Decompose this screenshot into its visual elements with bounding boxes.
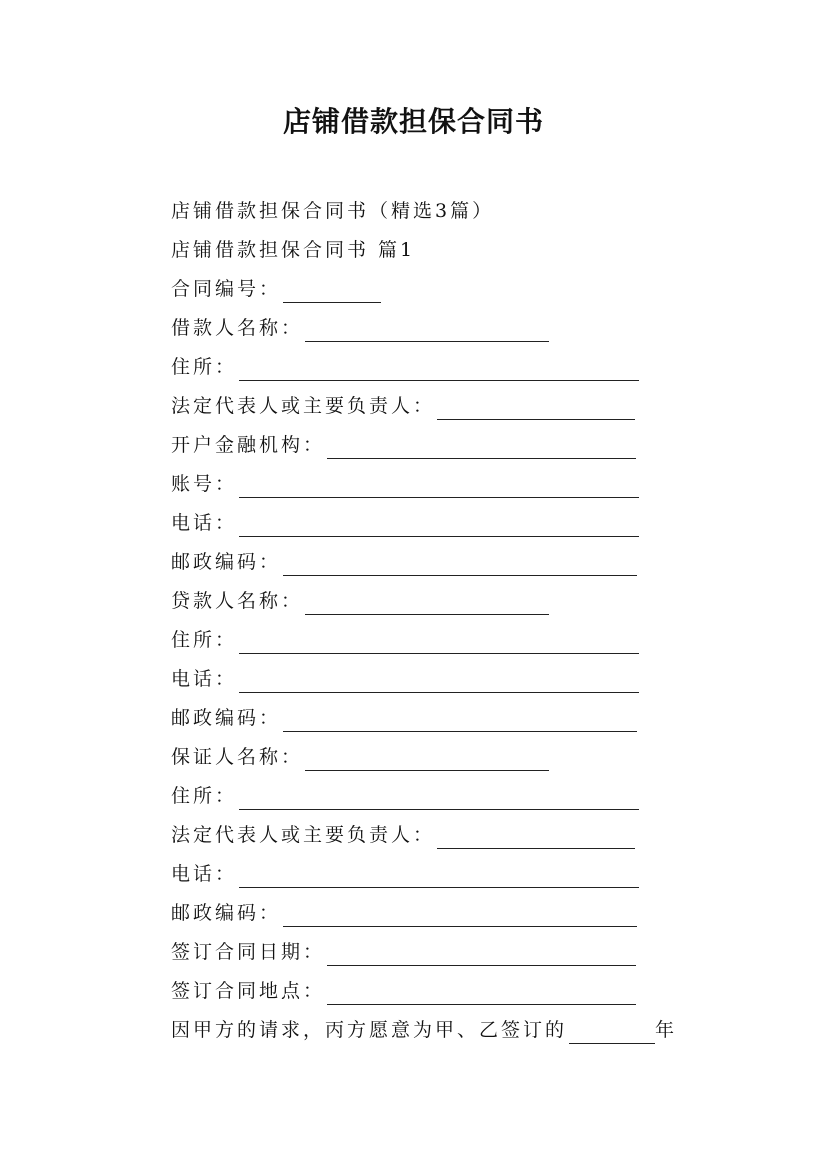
- field-label: 住所：: [171, 356, 238, 378]
- section-heading: 店铺借款担保合同书 篇1: [171, 239, 416, 261]
- blank-line: [283, 711, 637, 732]
- blank-line: [327, 984, 636, 1005]
- blank-line: [239, 477, 639, 498]
- subtitle-line: [171, 192, 771, 231]
- field-label: 签订合同日期：: [171, 941, 326, 963]
- field-label: 住所：: [171, 785, 238, 807]
- field-borrower-account: [171, 465, 771, 504]
- field-label: 账号：: [171, 473, 238, 495]
- field-label: 邮政编码：: [171, 902, 282, 924]
- field-lender-postcode: [171, 699, 771, 738]
- field-guarantor-name: [171, 738, 771, 777]
- blank-line: [437, 399, 635, 420]
- blank-line: [239, 633, 639, 654]
- field-signing-date: [171, 933, 771, 972]
- field-borrower-representative: [171, 387, 771, 426]
- field-label: 开户金融机构：: [171, 434, 326, 456]
- field-label: 电话：: [171, 668, 238, 690]
- blank-line: [305, 321, 549, 342]
- paragraph-line: [171, 1011, 771, 1050]
- field-label: 电话：: [171, 863, 238, 885]
- field-label: 邮政编码：: [171, 551, 282, 573]
- field-label: 法定代表人或主要负责人：: [171, 395, 436, 417]
- field-contract-number: [171, 270, 771, 309]
- field-guarantor-address: [171, 777, 771, 816]
- field-lender-phone: [171, 660, 771, 699]
- field-borrower-bank: [171, 426, 771, 465]
- blank-line: [327, 945, 636, 966]
- section-heading-line: [171, 231, 771, 270]
- document-title: 店铺借款担保合同书: [282, 105, 544, 138]
- blank-line: [239, 516, 639, 537]
- blank-line: [239, 672, 639, 693]
- field-guarantor-phone: [171, 855, 771, 894]
- field-borrower-name: [171, 309, 771, 348]
- field-label: 保证人名称：: [171, 746, 304, 768]
- document-body: [171, 192, 771, 1050]
- field-lender-name: [171, 582, 771, 621]
- field-signing-place: [171, 972, 771, 1011]
- field-borrower-phone: [171, 504, 771, 543]
- blank-line: [239, 867, 639, 888]
- blank-line: [239, 789, 639, 810]
- blank-line: [305, 594, 549, 615]
- field-label: 借款人名称：: [171, 317, 304, 339]
- field-label: 邮政编码：: [171, 707, 282, 729]
- blank-line: [283, 555, 637, 576]
- field-label: 签订合同地点：: [171, 980, 326, 1002]
- paragraph-text: 因甲方的请求，丙方愿意为甲、乙签订的: [171, 1019, 568, 1041]
- subtitle: 店铺借款担保合同书（精选3篇）: [171, 200, 495, 222]
- field-label: 合同编号：: [171, 278, 282, 300]
- blank-line: [437, 828, 635, 849]
- field-borrower-postcode: [171, 543, 771, 582]
- blank-line: [569, 1023, 655, 1044]
- blank-line: [327, 438, 636, 459]
- field-label: 电话：: [171, 512, 238, 534]
- field-label: 法定代表人或主要负责人：: [171, 824, 436, 846]
- field-borrower-address: [171, 348, 771, 387]
- blank-line: [239, 360, 639, 381]
- field-lender-address: [171, 621, 771, 660]
- field-guarantor-postcode: [171, 894, 771, 933]
- field-label: 住所：: [171, 629, 238, 651]
- paragraph-text-suffix: 年: [655, 1019, 678, 1041]
- field-guarantor-representative: [171, 816, 771, 855]
- blank-line: [283, 906, 637, 927]
- field-label: 贷款人名称：: [171, 590, 304, 612]
- blank-line: [283, 282, 381, 303]
- blank-line: [305, 750, 549, 771]
